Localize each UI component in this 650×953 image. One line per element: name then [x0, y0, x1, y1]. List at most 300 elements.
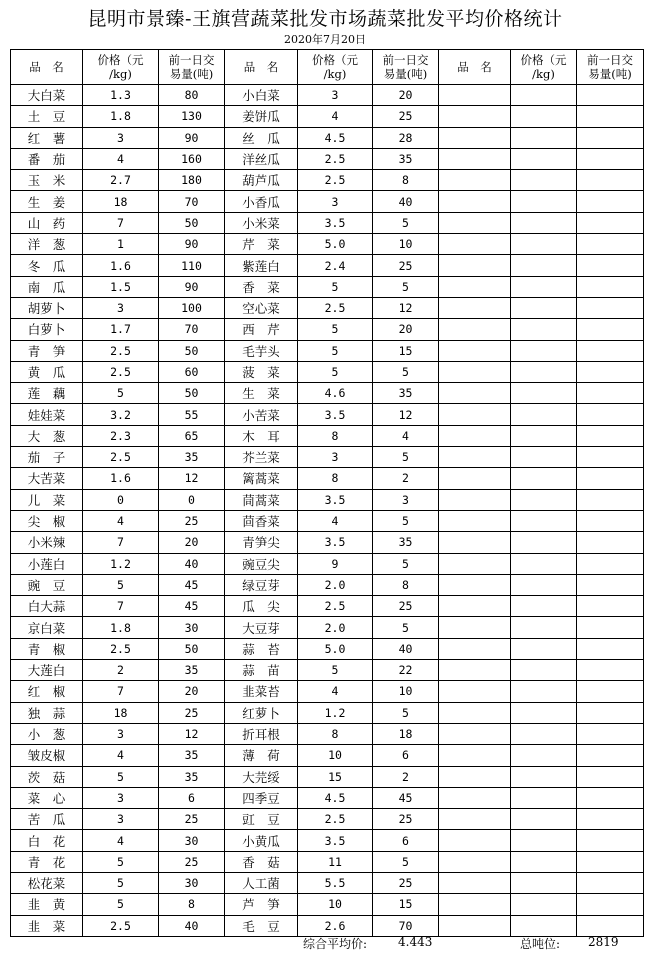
- empty-cell-3: [577, 361, 644, 382]
- cell-price-2: 3.5: [298, 212, 373, 233]
- cell-price-1: 7: [83, 681, 159, 702]
- cell-name-1: 莲 藕: [11, 383, 83, 404]
- cell-price-1: 2.5: [83, 340, 159, 361]
- empty-cell-3: [439, 915, 511, 936]
- cell-name-2: 毛芋头: [225, 340, 298, 361]
- empty-cell-3: [577, 532, 644, 553]
- cell-price-1: 2: [83, 660, 159, 681]
- cell-name-1: 南 瓜: [11, 276, 83, 297]
- empty-cell-3: [577, 617, 644, 638]
- empty-cell-3: [511, 851, 577, 872]
- cell-volume-2: 8: [373, 170, 439, 191]
- cell-volume-2: 10: [373, 234, 439, 255]
- cell-price-1: 5: [83, 872, 159, 893]
- table-row: [11, 872, 644, 893]
- empty-cell-3: [511, 638, 577, 659]
- empty-cell-3: [511, 276, 577, 297]
- cell-price-1: 1.3: [83, 85, 159, 106]
- empty-cell-3: [439, 191, 511, 212]
- empty-cell-3: [577, 127, 644, 148]
- cell-volume-2: 15: [373, 340, 439, 361]
- average-price-value: 4.443: [398, 935, 433, 949]
- cell-price-2: 10: [298, 745, 373, 766]
- cell-volume-1: 60: [159, 361, 225, 382]
- empty-cell-3: [511, 894, 577, 915]
- empty-cell-3: [511, 489, 577, 510]
- cell-name-1: 洋 葱: [11, 234, 83, 255]
- cell-price-2: 4.5: [298, 127, 373, 148]
- cell-name-1: 山 药: [11, 212, 83, 233]
- cell-volume-2: 5: [373, 276, 439, 297]
- cell-volume-1: 25: [159, 702, 225, 723]
- table-row: [11, 660, 644, 681]
- cell-price-2: 9: [298, 553, 373, 574]
- cell-name-2: 芦 笋: [225, 894, 298, 915]
- table-row: [11, 383, 644, 404]
- table-row: [11, 340, 644, 361]
- cell-name-2: 西 芹: [225, 319, 298, 340]
- empty-cell-3: [577, 340, 644, 361]
- cell-volume-1: 35: [159, 447, 225, 468]
- cell-price-2: 2.5: [298, 297, 373, 318]
- cell-volume-1: 90: [159, 276, 225, 297]
- cell-name-1: 青 笋: [11, 340, 83, 361]
- table-body: [11, 85, 644, 937]
- empty-cell-3: [439, 809, 511, 830]
- cell-volume-1: 25: [159, 851, 225, 872]
- cell-price-2: 2.6: [298, 915, 373, 936]
- table-row: [11, 361, 644, 382]
- cell-name-2: 瓜 尖: [225, 596, 298, 617]
- empty-cell-3: [439, 489, 511, 510]
- cell-name-2: 香 菇: [225, 851, 298, 872]
- cell-volume-2: 18: [373, 723, 439, 744]
- empty-cell-3: [439, 148, 511, 169]
- table-row: [11, 681, 644, 702]
- empty-cell-3: [577, 319, 644, 340]
- empty-cell-3: [439, 447, 511, 468]
- cell-price-1: 5: [83, 894, 159, 915]
- empty-cell-3: [511, 532, 577, 553]
- cell-volume-1: 30: [159, 617, 225, 638]
- cell-name-2: 茼蒿菜: [225, 489, 298, 510]
- cell-volume-2: 8: [373, 574, 439, 595]
- cell-volume-2: 12: [373, 404, 439, 425]
- cell-volume-2: 20: [373, 85, 439, 106]
- table-row: [11, 617, 644, 638]
- cell-name-2: 姜饼瓜: [225, 106, 298, 127]
- header-name-2: 品 名: [225, 50, 298, 85]
- table-row: [11, 127, 644, 148]
- empty-cell-3: [577, 106, 644, 127]
- cell-volume-2: 40: [373, 191, 439, 212]
- cell-volume-1: 70: [159, 191, 225, 212]
- report-date: 2020年7月20日: [284, 33, 366, 46]
- cell-volume-1: 12: [159, 723, 225, 744]
- empty-cell-3: [577, 255, 644, 276]
- cell-volume-2: 3: [373, 489, 439, 510]
- cell-name-2: 洋丝瓜: [225, 148, 298, 169]
- cell-name-1: 苦 瓜: [11, 809, 83, 830]
- cell-price-1: 5: [83, 766, 159, 787]
- cell-price-2: 11: [298, 851, 373, 872]
- empty-cell-3: [577, 234, 644, 255]
- cell-name-2: 小白菜: [225, 85, 298, 106]
- empty-cell-3: [577, 85, 644, 106]
- empty-cell-3: [439, 383, 511, 404]
- table-row: [11, 553, 644, 574]
- table-row: [11, 851, 644, 872]
- header-price-1: 价格（元 /kg): [83, 50, 159, 85]
- cell-name-1: 小米辣: [11, 532, 83, 553]
- empty-cell-3: [439, 723, 511, 744]
- header-volume-3: 前一日交 易量(吨): [577, 50, 644, 85]
- cell-price-1: 0: [83, 489, 159, 510]
- cell-price-2: 5: [298, 660, 373, 681]
- empty-cell-3: [511, 617, 577, 638]
- empty-cell-3: [577, 915, 644, 936]
- empty-cell-3: [577, 170, 644, 191]
- empty-cell-3: [439, 681, 511, 702]
- cell-name-2: 芹 菜: [225, 234, 298, 255]
- cell-price-2: 2.5: [298, 596, 373, 617]
- cell-name-2: 小苦菜: [225, 404, 298, 425]
- empty-cell-3: [577, 809, 644, 830]
- cell-name-1: 胡萝卜: [11, 297, 83, 318]
- cell-name-2: 大豆芽: [225, 617, 298, 638]
- empty-cell-3: [439, 745, 511, 766]
- cell-name-1: 儿 菜: [11, 489, 83, 510]
- cell-name-2: 韭菜苔: [225, 681, 298, 702]
- cell-name-2: 篱蒿菜: [225, 468, 298, 489]
- cell-name-2: 小黄瓜: [225, 830, 298, 851]
- empty-cell-3: [511, 872, 577, 893]
- cell-name-2: 小米菜: [225, 212, 298, 233]
- empty-cell-3: [511, 106, 577, 127]
- cell-price-2: 3: [298, 85, 373, 106]
- empty-cell-3: [439, 702, 511, 723]
- empty-cell-3: [577, 766, 644, 787]
- cell-name-1: 白 花: [11, 830, 83, 851]
- empty-cell-3: [577, 872, 644, 893]
- empty-cell-3: [439, 404, 511, 425]
- total-tonnage-label: 总吨位:: [520, 937, 561, 951]
- empty-cell-3: [577, 553, 644, 574]
- cell-price-2: 5: [298, 340, 373, 361]
- table-header-row: [11, 50, 644, 85]
- cell-volume-2: 25: [373, 872, 439, 893]
- cell-volume-1: 50: [159, 212, 225, 233]
- cell-volume-2: 5: [373, 361, 439, 382]
- cell-name-2: 香 菜: [225, 276, 298, 297]
- empty-cell-3: [511, 915, 577, 936]
- table-row: [11, 532, 644, 553]
- empty-cell-3: [577, 148, 644, 169]
- cell-name-1: 茄 子: [11, 447, 83, 468]
- cell-price-1: 2.5: [83, 915, 159, 936]
- cell-name-2: 豇 豆: [225, 809, 298, 830]
- cell-name-1: 土 豆: [11, 106, 83, 127]
- table-row: [11, 766, 644, 787]
- cell-name-1: 独 蒜: [11, 702, 83, 723]
- cell-volume-2: 35: [373, 148, 439, 169]
- cell-volume-2: 5: [373, 702, 439, 723]
- cell-name-2: 木 耳: [225, 425, 298, 446]
- cell-price-2: 4: [298, 510, 373, 531]
- cell-price-1: 18: [83, 191, 159, 212]
- cell-price-2: 5.0: [298, 234, 373, 255]
- cell-price-2: 5: [298, 319, 373, 340]
- cell-price-1: 3: [83, 127, 159, 148]
- empty-cell-3: [511, 574, 577, 595]
- empty-cell-3: [577, 723, 644, 744]
- empty-cell-3: [439, 319, 511, 340]
- table-row: [11, 830, 644, 851]
- cell-price-1: 3.2: [83, 404, 159, 425]
- table-row: [11, 894, 644, 915]
- empty-cell-3: [439, 894, 511, 915]
- table-row: [11, 255, 644, 276]
- cell-name-2: 菠 菜: [225, 361, 298, 382]
- cell-price-1: 1.5: [83, 276, 159, 297]
- cell-price-1: 2.5: [83, 361, 159, 382]
- empty-cell-3: [511, 340, 577, 361]
- cell-volume-2: 4: [373, 425, 439, 446]
- cell-price-1: 7: [83, 212, 159, 233]
- cell-name-1: 韭 黄: [11, 894, 83, 915]
- cell-price-2: 5.0: [298, 638, 373, 659]
- cell-name-2: 青笋尖: [225, 532, 298, 553]
- cell-name-1: 茨 菇: [11, 766, 83, 787]
- cell-name-1: 番 茄: [11, 148, 83, 169]
- empty-cell-3: [511, 766, 577, 787]
- cell-price-2: 2.0: [298, 617, 373, 638]
- table-row: [11, 745, 644, 766]
- cell-price-1: 1.6: [83, 468, 159, 489]
- cell-price-2: 2.5: [298, 809, 373, 830]
- cell-name-1: 娃娃菜: [11, 404, 83, 425]
- cell-name-2: 茴香菜: [225, 510, 298, 531]
- cell-price-2: 5.5: [298, 872, 373, 893]
- empty-cell-3: [511, 319, 577, 340]
- cell-name-1: 玉 米: [11, 170, 83, 191]
- empty-cell-3: [577, 297, 644, 318]
- cell-volume-1: 50: [159, 340, 225, 361]
- cell-name-1: 白大蒜: [11, 596, 83, 617]
- empty-cell-3: [511, 127, 577, 148]
- cell-name-2: 紫莲白: [225, 255, 298, 276]
- cell-price-2: 3.5: [298, 532, 373, 553]
- cell-volume-2: 10: [373, 681, 439, 702]
- cell-name-1: 韭 菜: [11, 915, 83, 936]
- empty-cell-3: [511, 383, 577, 404]
- cell-volume-1: 0: [159, 489, 225, 510]
- cell-volume-2: 5: [373, 617, 439, 638]
- cell-volume-2: 40: [373, 638, 439, 659]
- empty-cell-3: [511, 681, 577, 702]
- cell-price-1: 1.6: [83, 255, 159, 276]
- cell-volume-2: 70: [373, 915, 439, 936]
- cell-name-1: 青 花: [11, 851, 83, 872]
- empty-cell-3: [439, 255, 511, 276]
- empty-cell-3: [577, 404, 644, 425]
- table-row: [11, 723, 644, 744]
- empty-cell-3: [439, 234, 511, 255]
- cell-volume-1: 70: [159, 319, 225, 340]
- price-table: [10, 49, 644, 937]
- empty-cell-3: [439, 596, 511, 617]
- table-row: [11, 787, 644, 808]
- empty-cell-3: [511, 553, 577, 574]
- cell-price-2: 8: [298, 723, 373, 744]
- cell-price-2: 3.5: [298, 830, 373, 851]
- table-row: [11, 915, 644, 936]
- cell-name-2: 薄 荷: [225, 745, 298, 766]
- empty-cell-3: [577, 681, 644, 702]
- cell-price-2: 2.5: [298, 148, 373, 169]
- empty-cell-3: [439, 510, 511, 531]
- cell-price-2: 4: [298, 681, 373, 702]
- cell-price-2: 3: [298, 447, 373, 468]
- cell-volume-2: 28: [373, 127, 439, 148]
- table-row: [11, 596, 644, 617]
- empty-cell-3: [577, 425, 644, 446]
- empty-cell-3: [511, 170, 577, 191]
- empty-cell-3: [511, 425, 577, 446]
- cell-name-2: 大芫绥: [225, 766, 298, 787]
- cell-volume-1: 25: [159, 510, 225, 531]
- empty-cell-3: [439, 617, 511, 638]
- empty-cell-3: [577, 212, 644, 233]
- cell-price-2: 3: [298, 191, 373, 212]
- empty-cell-3: [511, 85, 577, 106]
- cell-volume-2: 45: [373, 787, 439, 808]
- empty-cell-3: [577, 468, 644, 489]
- empty-cell-3: [577, 489, 644, 510]
- cell-volume-2: 2: [373, 766, 439, 787]
- cell-volume-2: 5: [373, 553, 439, 574]
- header-price-3: 价格（元 /kg): [511, 50, 577, 85]
- cell-volume-2: 20: [373, 319, 439, 340]
- cell-volume-1: 30: [159, 872, 225, 893]
- cell-price-1: 5: [83, 851, 159, 872]
- empty-cell-3: [439, 787, 511, 808]
- cell-price-2: 8: [298, 468, 373, 489]
- table-row: [11, 106, 644, 127]
- empty-cell-3: [439, 851, 511, 872]
- empty-cell-3: [439, 660, 511, 681]
- cell-price-1: 2.7: [83, 170, 159, 191]
- cell-price-1: 7: [83, 596, 159, 617]
- cell-price-2: 8: [298, 425, 373, 446]
- cell-name-1: 白萝卜: [11, 319, 83, 340]
- empty-cell-3: [511, 830, 577, 851]
- cell-price-1: 1: [83, 234, 159, 255]
- cell-name-1: 生 姜: [11, 191, 83, 212]
- header-volume-2: 前一日交 易量(吨): [373, 50, 439, 85]
- cell-volume-2: 2: [373, 468, 439, 489]
- cell-volume-1: 30: [159, 830, 225, 851]
- cell-name-1: 京白菜: [11, 617, 83, 638]
- empty-cell-3: [439, 574, 511, 595]
- cell-price-1: 4: [83, 745, 159, 766]
- empty-cell-3: [439, 766, 511, 787]
- empty-cell-3: [511, 745, 577, 766]
- cell-name-2: 蒜 苗: [225, 660, 298, 681]
- cell-name-1: 小 葱: [11, 723, 83, 744]
- cell-volume-2: 25: [373, 255, 439, 276]
- empty-cell-3: [511, 212, 577, 233]
- cell-volume-2: 5: [373, 510, 439, 531]
- empty-cell-3: [511, 723, 577, 744]
- empty-cell-3: [511, 468, 577, 489]
- table-row: [11, 574, 644, 595]
- cell-name-2: 毛 豆: [225, 915, 298, 936]
- empty-cell-3: [577, 787, 644, 808]
- table-row: [11, 809, 644, 830]
- empty-cell-3: [577, 276, 644, 297]
- cell-name-2: 葫芦瓜: [225, 170, 298, 191]
- table-row: [11, 702, 644, 723]
- empty-cell-3: [439, 127, 511, 148]
- empty-cell-3: [439, 361, 511, 382]
- cell-name-1: 大白菜: [11, 85, 83, 106]
- cell-price-2: 2.4: [298, 255, 373, 276]
- cell-name-2: 生 菜: [225, 383, 298, 404]
- cell-volume-2: 25: [373, 596, 439, 617]
- cell-price-2: 15: [298, 766, 373, 787]
- table-row: [11, 276, 644, 297]
- cell-name-1: 皱皮椒: [11, 745, 83, 766]
- empty-cell-3: [577, 660, 644, 681]
- cell-price-2: 4: [298, 106, 373, 127]
- cell-name-2: 人工菌: [225, 872, 298, 893]
- empty-cell-3: [511, 234, 577, 255]
- empty-cell-3: [439, 830, 511, 851]
- cell-volume-2: 25: [373, 809, 439, 830]
- cell-name-1: 大莲白: [11, 660, 83, 681]
- cell-name-1: 尖 椒: [11, 510, 83, 531]
- cell-name-1: 红 椒: [11, 681, 83, 702]
- empty-cell-3: [577, 383, 644, 404]
- total-tonnage-value: 2819: [588, 935, 619, 949]
- cell-name-2: 豌豆尖: [225, 553, 298, 574]
- table-row: [11, 638, 644, 659]
- cell-price-1: 2.5: [83, 638, 159, 659]
- empty-cell-3: [511, 191, 577, 212]
- cell-price-2: 4.5: [298, 787, 373, 808]
- empty-cell-3: [577, 191, 644, 212]
- cell-price-1: 18: [83, 702, 159, 723]
- cell-volume-1: 90: [159, 127, 225, 148]
- cell-volume-1: 40: [159, 915, 225, 936]
- cell-volume-1: 45: [159, 596, 225, 617]
- empty-cell-3: [577, 510, 644, 531]
- cell-price-1: 4: [83, 510, 159, 531]
- table-row: [11, 170, 644, 191]
- cell-volume-1: 90: [159, 234, 225, 255]
- cell-volume-1: 50: [159, 383, 225, 404]
- empty-cell-3: [577, 851, 644, 872]
- cell-volume-1: 35: [159, 766, 225, 787]
- table-row: [11, 297, 644, 318]
- cell-volume-1: 100: [159, 297, 225, 318]
- empty-cell-3: [439, 638, 511, 659]
- empty-cell-3: [439, 212, 511, 233]
- empty-cell-3: [577, 745, 644, 766]
- empty-cell-3: [511, 596, 577, 617]
- empty-cell-3: [511, 787, 577, 808]
